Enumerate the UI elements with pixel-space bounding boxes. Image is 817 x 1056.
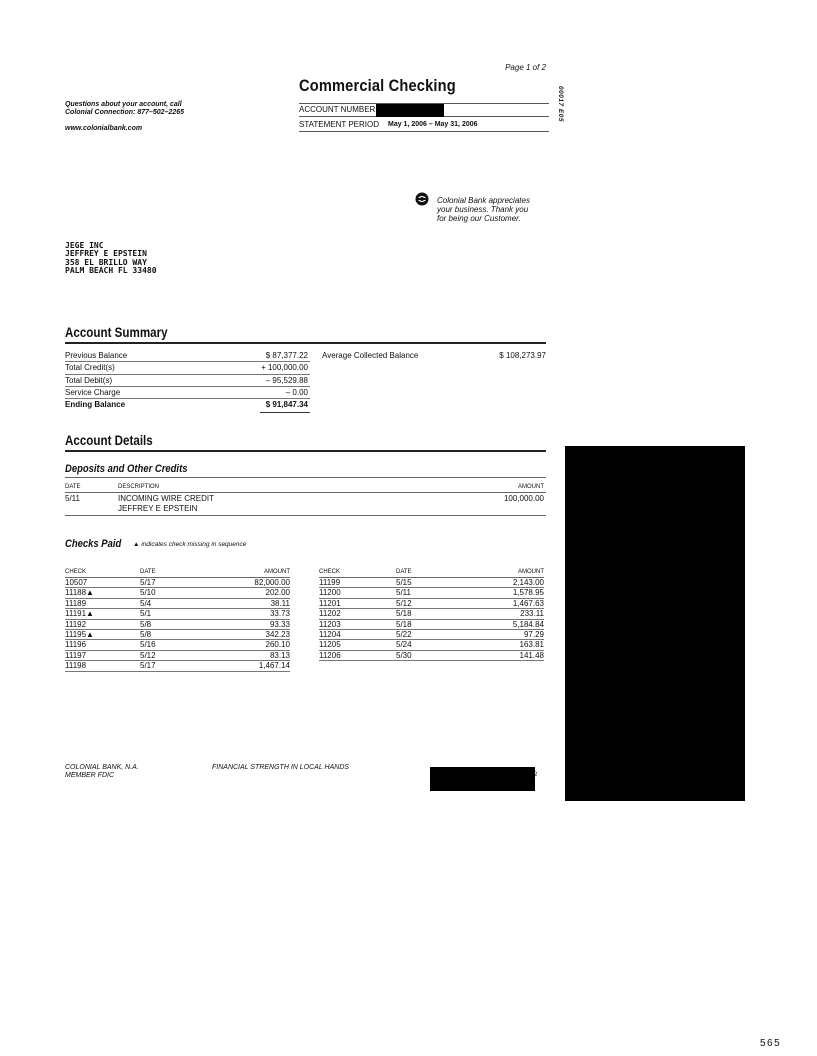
check-number: 11205 [319, 640, 341, 650]
deposit-description-1: INCOMING WIRE CREDIT [118, 494, 214, 503]
summary-value: $ 87,377.22 [265, 351, 308, 360]
check-date: 5/17 [140, 578, 156, 587]
check-number: 10507 [65, 578, 88, 587]
check-date: 5/8 [140, 629, 152, 639]
statement-period-label: STATEMENT PERIOD [299, 120, 380, 129]
check-row [319, 651, 544, 661]
summary-value: + 100,000.00 [261, 363, 308, 373]
check-header-row [319, 569, 544, 578]
bank-slogan: FINANCIAL STRENGTH IN LOCAL HANDS [212, 764, 350, 771]
ending-balance-underline [260, 412, 310, 413]
account-number-label: ACCOUNT NUMBER [299, 105, 376, 114]
address-line-1: JEGE INC [65, 241, 104, 250]
check-amount: 97.29 [523, 629, 544, 639]
check-number: 11201 [319, 598, 341, 608]
check-row [319, 599, 544, 609]
average-balance-value: $ 108,273.97 [499, 351, 546, 360]
check-number: 11196 [65, 640, 87, 650]
summary-value: – 0.00 [285, 387, 308, 397]
average-balance-label: Average Collected Balance [322, 351, 419, 360]
summary-row [65, 350, 310, 362]
check-amount: 38.11 [270, 598, 290, 608]
summary-row-ending-balance [65, 399, 310, 411]
check-header: CHECK [65, 569, 87, 575]
check-number: 11191▲ [65, 609, 94, 619]
page-number: Page 1 of 2 [505, 63, 546, 72]
side-code: 00017 E05 [557, 86, 564, 122]
deposit-header-rule [65, 492, 546, 493]
statement-title: Commercial Checking [299, 76, 456, 95]
account-details-heading: Account Details [65, 433, 153, 448]
check-date: 5/17 [140, 661, 156, 671]
check-row [65, 578, 290, 588]
account-number-redaction [376, 104, 444, 117]
check-amount: 5,184.84 [512, 619, 544, 629]
check-row [65, 609, 290, 619]
date-header: DATE [396, 569, 412, 575]
deposit-amount: 100,000.00 [503, 494, 544, 503]
account-summary-heading: Account Summary [65, 325, 168, 340]
bank-website: www.colonialbank.com [65, 125, 143, 132]
deposit-date-header: DATE [65, 484, 81, 490]
check-number: 11204 [319, 629, 341, 639]
appreciation-message [437, 196, 530, 223]
summary-row [65, 387, 310, 399]
member-fdic: MEMBER FDIC [65, 771, 114, 779]
check-amount: 82,000.00 [254, 578, 290, 587]
summary-label: Total Credit(s) [65, 363, 115, 373]
check-amount: 342.23 [265, 629, 290, 639]
check-row [319, 578, 544, 588]
check-row [65, 630, 290, 640]
summary-label: Ending Balance [65, 400, 126, 410]
check-date: 5/30 [396, 650, 412, 660]
check-row [65, 620, 290, 630]
mailing-address [65, 242, 157, 276]
summary-label: Total Debit(s) [65, 375, 113, 385]
check-number: 11197 [65, 650, 87, 660]
deposit-description-header: DESCRIPTION [118, 484, 160, 490]
appreciation-line-2: your business. Thank you [437, 205, 529, 214]
summary-label: Service Charge [65, 387, 121, 397]
check-date: 5/15 [396, 578, 412, 587]
check-row [65, 651, 290, 661]
check-number: 11192 [65, 619, 87, 629]
address-line-3: 358 EL BRILLO WAY [65, 257, 147, 267]
check-row [319, 588, 544, 598]
account-summary-table [65, 350, 310, 411]
deposit-end-rule [65, 515, 546, 516]
check-amount: 2,143.00 [512, 578, 544, 587]
footer-redaction-tail: 2 [534, 772, 538, 778]
check-amount: 202.00 [265, 588, 290, 598]
deposit-amount-header: AMOUNT [518, 484, 544, 490]
appreciation-line-1: Colonial Bank appreciates [437, 196, 530, 205]
check-amount: 1,467.14 [258, 661, 290, 671]
check-date: 5/8 [140, 619, 152, 629]
check-row [65, 661, 290, 671]
deposit-date: 5/11 [65, 494, 80, 503]
check-amount: 93.33 [269, 619, 290, 629]
bank-footer [65, 764, 139, 779]
check-row [319, 609, 544, 619]
check-date: 5/18 [396, 619, 412, 629]
address-line-4: PALM BEACH FL 33480 [65, 266, 157, 276]
check-row [319, 640, 544, 650]
check-number: 11199 [319, 578, 341, 587]
deposits-heading: Deposits and Other Credits [65, 463, 188, 475]
check-number: 11200 [319, 588, 341, 598]
check-number: 11202 [319, 609, 341, 619]
check-amount: 33.73 [269, 609, 290, 619]
deposit-description-2: JEFFREY E EPSTEIN [118, 504, 198, 513]
checks-paid-heading: Checks Paid [65, 538, 122, 550]
summary-value: $ 91,847.34 [265, 400, 308, 410]
amount-header: AMOUNT [518, 569, 544, 575]
summary-row [65, 375, 310, 387]
check-amount: 233.11 [520, 609, 544, 619]
check-row [65, 599, 290, 609]
check-date: 5/12 [140, 650, 156, 660]
checks-table-left [65, 569, 290, 672]
deposits-rule [65, 477, 546, 478]
check-row [65, 588, 290, 598]
contact-line-2: Colonial Connection: 877–502–2265 [65, 109, 185, 116]
colonial-bank-logo-icon [415, 192, 429, 206]
statement-period-value: May 1, 2006 – May 31, 2006 [388, 121, 478, 128]
check-header: CHECK [319, 569, 341, 575]
check-number: 11189 [65, 598, 87, 608]
check-number: 11198 [65, 661, 87, 671]
check-amount: 1,467.63 [512, 598, 544, 608]
footer-redaction [430, 767, 538, 791]
check-number: 11188▲ [65, 588, 94, 598]
check-amount: 141.48 [519, 650, 544, 660]
address-line-2: JEFFREY E EPSTEIN [65, 249, 147, 259]
account-number-row [299, 103, 549, 117]
side-redaction [565, 446, 745, 801]
check-row [65, 640, 290, 650]
summary-row [65, 362, 310, 374]
check-row [319, 620, 544, 630]
check-amount: 260.10 [265, 640, 290, 650]
check-date: 5/18 [396, 609, 412, 619]
summary-value: – 95,529.88 [265, 375, 308, 385]
bates-number: 565 [760, 1038, 782, 1049]
check-header-row [65, 569, 290, 578]
check-amount: 163.81 [519, 640, 544, 650]
check-row [319, 630, 544, 640]
check-date: 5/11 [396, 588, 411, 598]
check-amount: 83.13 [269, 650, 290, 660]
account-summary-rule [65, 342, 546, 344]
check-date: 5/24 [396, 640, 412, 650]
checks-table-right [319, 569, 544, 661]
check-date: 5/4 [140, 598, 152, 608]
check-date: 5/16 [140, 640, 156, 650]
contact-info [65, 101, 184, 117]
check-number: 11203 [319, 619, 341, 629]
check-amount: 1,578.95 [512, 588, 544, 598]
check-number: 11195▲ [65, 629, 94, 639]
check-date: 5/22 [396, 629, 412, 639]
check-date: 5/10 [140, 588, 156, 598]
date-header: DATE [140, 569, 156, 575]
summary-label: Previous Balance [65, 351, 128, 360]
contact-line-1: Questions about your account, call [65, 101, 182, 108]
statement-period-row [299, 118, 549, 132]
check-number: 11206 [319, 650, 341, 660]
amount-header: AMOUNT [264, 569, 290, 575]
check-date: 5/1 [140, 609, 152, 619]
appreciation-line-3: for being our Customer. [437, 214, 521, 223]
checks-missing-note: ▲ indicates check missing in sequence [133, 541, 247, 548]
bank-name-footer: COLONIAL BANK, N.A. [65, 764, 139, 771]
account-details-rule [65, 450, 546, 452]
check-date: 5/12 [396, 598, 412, 608]
